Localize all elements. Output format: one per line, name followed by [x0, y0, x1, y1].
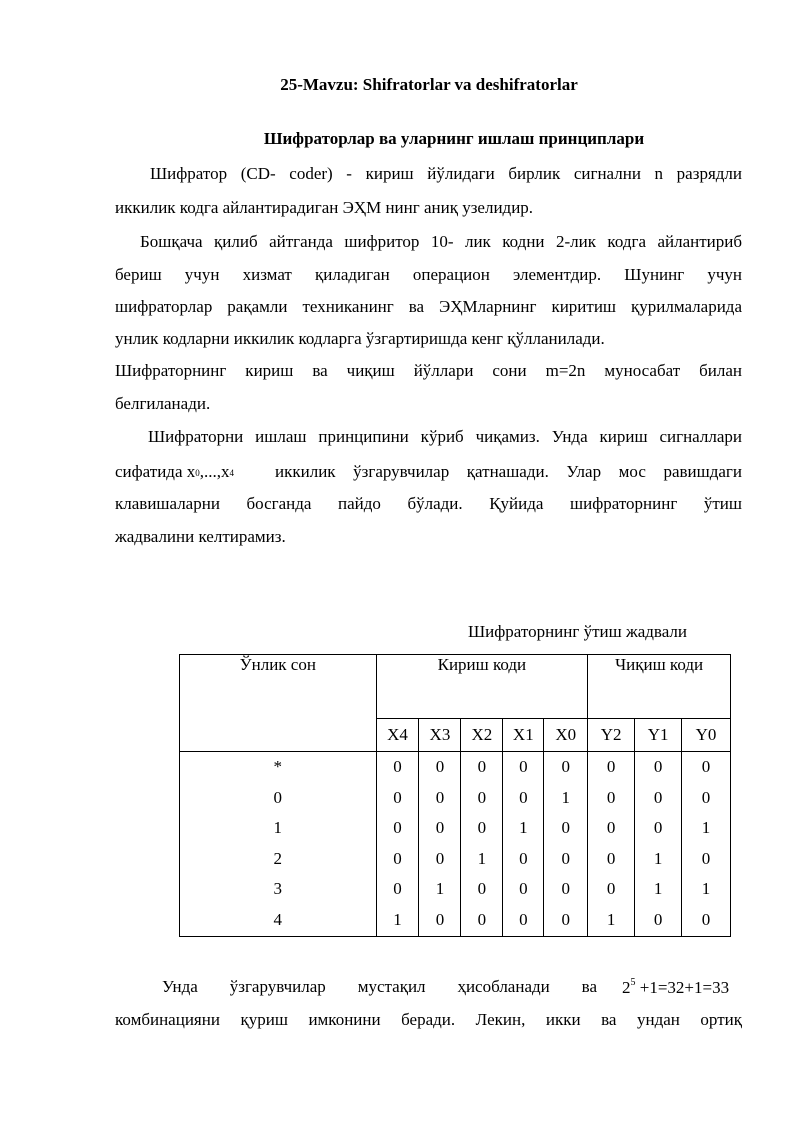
table-cell: 0: [606, 848, 616, 868]
paragraph-4-text-a: сифатида x: [115, 462, 196, 481]
paragraph-5-text-a: Унда ўзгарувчилар мустақил ҳисобланади ва: [162, 977, 597, 996]
header-decimal: Ўнлик сон: [180, 655, 377, 752]
col-y2: Y2: [588, 719, 635, 752]
table-cell: 0: [477, 818, 487, 838]
x0-column: [544, 752, 588, 937]
table-body: [180, 752, 731, 937]
col-x2: X2: [461, 719, 503, 752]
table-cell: 0: [393, 879, 402, 899]
table-cell: 0: [606, 818, 616, 838]
x1-column: [503, 752, 544, 937]
table-cell: *: [273, 757, 283, 776]
table-cell: 0: [435, 848, 445, 868]
paragraph-4-line-1: Шифраторни ишлаш принципини кўриб чиқамиз. Унда кириш сигналлари: [148, 427, 742, 446]
encoder-truth-table: [179, 654, 731, 937]
paragraph-2-line-3: шифраторлар рақамли техниканинг ва ЭҲМларнинг киритиш қурилмаларида: [115, 297, 742, 316]
formula-2-power-5: [622, 977, 729, 998]
table-cell: 0: [477, 909, 487, 929]
paragraph-4-line-2: [115, 462, 742, 482]
table-cell: 1: [393, 909, 402, 929]
page-title: 25-Mavzu: Shifratorlar va deshifratorlar: [280, 75, 578, 94]
y0-column: [682, 752, 731, 937]
table-cell: 0: [701, 848, 711, 868]
table-cell: 0: [606, 757, 616, 776]
table-cell: 0: [519, 879, 528, 899]
table-cell: 0: [435, 757, 445, 776]
paragraph-4-text-b: ,...,x: [199, 462, 230, 481]
decimal-column: [180, 752, 377, 937]
formula-rest: +1=32+1=33: [639, 978, 730, 997]
col-x1: X1: [503, 719, 544, 752]
paragraph-4-line-3: клавишаларни босганда пайдо бўлади. Қуйида шифраторнинг ўтиш: [115, 494, 742, 513]
table-header-row: [180, 655, 731, 719]
paragraph-1-line-2: иккилик кодга айлантирадиган ЭҲМ нинг аниқ узелидир.: [115, 198, 534, 217]
table-cell: 3: [273, 879, 283, 899]
paragraph-2-line-2: бериш учун хизмат қиладиган операцион элементдир. Шунинг учун: [115, 265, 742, 284]
header-input-code: Кириш коди: [376, 655, 588, 719]
table-caption: Шифраторнинг ўтиш жадвали: [468, 622, 687, 641]
table-cell: 0: [701, 787, 711, 807]
subscript-4: 4: [229, 468, 234, 478]
formula-base: 2: [622, 978, 631, 997]
table-cell: 2: [273, 848, 283, 868]
table-cell: 0: [606, 879, 616, 899]
paragraph-3-line-2: белгиланади.: [115, 394, 211, 413]
table-cell: 1: [653, 879, 663, 899]
paragraph-2-line-4: унлик кодларни иккилик кодларга ўзгартиришда кенг қўлланилади.: [115, 329, 605, 348]
table-cell: 1: [701, 879, 711, 899]
table-cell: 0: [561, 909, 570, 929]
table-cell: 0: [435, 787, 445, 807]
col-y1: Y1: [635, 719, 682, 752]
table-cell: 0: [477, 879, 487, 899]
x3-column: [419, 752, 461, 937]
table-cell: 0: [393, 848, 402, 868]
table-cell: 0: [653, 787, 663, 807]
table-cell: 0: [435, 818, 445, 838]
table-cell: 0: [435, 909, 445, 929]
y1-column: [635, 752, 682, 937]
table-cell: 0: [519, 787, 528, 807]
table-cell: 0: [393, 757, 402, 776]
col-x3: X3: [419, 719, 461, 752]
col-x4: X4: [376, 719, 419, 752]
table-cell: 0: [561, 879, 570, 899]
table-cell: 0: [393, 818, 402, 838]
table-cell: 1: [653, 848, 663, 868]
table-cell: 1: [519, 818, 528, 838]
table-cell: 0: [477, 787, 487, 807]
col-x0: X0: [544, 719, 588, 752]
paragraph-2-line-1: Бошқача қилиб айтганда шифритор 10- лик кодни 2-лик кодга айлантириб: [140, 232, 742, 251]
table-cell: 0: [701, 909, 711, 929]
header-output-code: Чиқиш коди: [588, 655, 731, 719]
table-cell: 0: [477, 757, 487, 776]
table-cell: 1: [701, 818, 711, 838]
y2-column: [588, 752, 635, 937]
table-cell: 0: [653, 818, 663, 838]
table-cell: 0: [606, 787, 616, 807]
section-heading: Шифраторлар ва уларнинг ишлаш принциплари: [263, 129, 645, 148]
table-cell: 0: [519, 909, 528, 929]
table-cell: 0: [561, 818, 570, 838]
table-cell: 1: [606, 909, 616, 929]
table-cell: 1: [435, 879, 445, 899]
paragraph-4-line-4: жадвалини келтирамиз.: [115, 527, 286, 546]
table-cell: 0: [653, 757, 663, 776]
table-cell: 0: [393, 787, 402, 807]
paragraph-3-line-1: Шифраторнинг кириш ва чиқиш йўллари сони m=2n муносабат билан: [115, 361, 742, 380]
table-cell: 0: [653, 909, 663, 929]
table-cell: 1: [273, 818, 283, 838]
paragraph-4-text-c: иккилик ўзгарувчилар қатнашади. Улар мос равишдаги: [275, 462, 742, 481]
table-cell: 1: [477, 848, 487, 868]
table-cell: 4: [273, 909, 283, 929]
table-cell: 0: [519, 848, 528, 868]
table-cell: 0: [701, 757, 711, 776]
col-y0: Y0: [682, 719, 731, 752]
paragraph-5-line-2: комбинацияни қуриш имконини беради. Лекин, икки ва ундан ортиқ: [115, 1010, 742, 1029]
subscript-0: 0: [195, 468, 200, 478]
table-cell: 0: [561, 848, 570, 868]
formula-exponent: 5: [630, 977, 636, 988]
table-cell: 0: [561, 757, 570, 776]
table-cell: 0: [273, 787, 283, 807]
x4-column: [376, 752, 419, 937]
paragraph-1-line-1: Шифратор (CD- coder) - кириш йўлидаги бирлик сигнални n разрядли: [150, 164, 742, 183]
table-cell: 1: [561, 787, 570, 807]
table-cell: 0: [519, 757, 528, 776]
x2-column: [461, 752, 503, 937]
